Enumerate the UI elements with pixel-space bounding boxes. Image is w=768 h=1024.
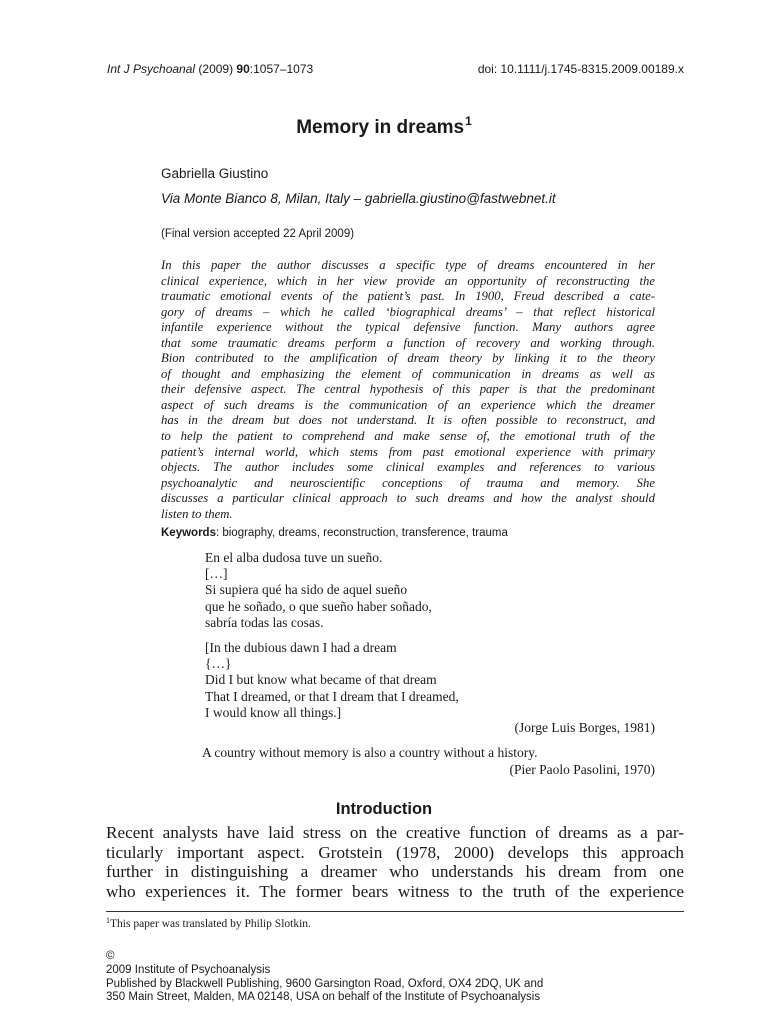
epigraph-spanish xyxy=(205,550,432,631)
journal-volume: 90 xyxy=(236,62,250,76)
article-title xyxy=(0,114,768,139)
footnote xyxy=(106,916,311,930)
title-text: Memory in dreams xyxy=(296,117,465,138)
abstract-line: In this paper the author discusses a specific type of dreams encountered in her xyxy=(161,258,655,272)
publisher-line: Published by Blackwell Publishing, 9600 Garsington Road, Oxford, OX4 2DQ, UK and xyxy=(106,977,544,990)
keywords xyxy=(161,527,508,539)
verse-line: […] xyxy=(205,566,228,582)
journal-name: Int J Psychoanal xyxy=(107,62,196,76)
epigraph-citation-pasolini: (Pier Paolo Pasolini, 1970) xyxy=(509,762,655,777)
verse-line: Did I but know what became of that dream xyxy=(205,672,437,688)
copyright-line xyxy=(106,950,543,978)
journal-pages: :1057–1073 xyxy=(249,62,314,76)
doi[interactable]: doi: 10.1111/j.1745-8315.2009.00189.x xyxy=(477,62,684,76)
body-line: Recent analysts have laid stress on the creative function of dreams as a par- xyxy=(106,823,684,842)
footnote-text: This paper was translated by Philip Slotkin. xyxy=(110,918,311,930)
abstract-line: listen to them. xyxy=(161,506,233,521)
author-affiliation: Via Monte Bianco 8, Milan, Italy – gabriella.giustino@fastwebnet.it xyxy=(161,191,556,206)
verse-line: sabría todas las cosas. xyxy=(205,614,324,630)
footnote-mark: 1 xyxy=(106,916,110,925)
body-line: further in distinguishing a dreamer who understands his dream from one xyxy=(106,862,684,881)
abstract-line: infantile experience without the typical defensive function. Many authors agree xyxy=(161,320,655,335)
abstract-line: that some traumatic dreams perform a function of recovery and working through. xyxy=(161,335,655,350)
abstract-line: aspect of such dreams is the communication of an experience which the dreamer xyxy=(161,397,655,412)
abstract-line: psychoanalytic and neuroscientific conceptions of trauma and memory. She xyxy=(161,475,655,490)
verse-line: That I dreamed, or that I dream that I dreamed, xyxy=(205,688,459,704)
journal-year: (2009) xyxy=(195,62,237,76)
accepted-date: (Final version accepted 22 April 2009) xyxy=(161,228,355,240)
body-line: ticularly important aspect. Grotstein (1978, 2000) develops this approach xyxy=(106,842,684,862)
verse-line: [In the dubious dawn I had a dream xyxy=(205,640,397,655)
abstract-line: clinical experience, which in her view provide an opportunity of reconstructing the xyxy=(161,273,655,288)
footnote-rule xyxy=(106,911,684,912)
body-paragraph xyxy=(106,823,684,901)
author-name: Gabriella Giustino xyxy=(161,166,269,181)
verse-line: I would know all things.] xyxy=(205,704,342,720)
abstract-line: objects. The author includes some clinical examples and references to various xyxy=(161,460,655,475)
publisher-address-line: 350 Main Street, Malden, MA 02148, USA on behalf of the Institute of Psychoanalysis xyxy=(106,991,541,1004)
section-heading-introduction: Introduction xyxy=(335,800,433,818)
abstract-line: has in the dream but does not understand. It is often possible to reconstruct, and xyxy=(161,413,655,428)
abstract-line: of thought and emphasizing the element of communication in dreams as well as xyxy=(161,366,655,381)
copyright-symbol: © xyxy=(106,950,115,962)
verse-line: {…} xyxy=(205,656,232,672)
abstract xyxy=(161,258,655,522)
abstract-line: discusses a particular clinical approach to such dreams and how the analyst should xyxy=(161,491,655,506)
verse-line: Si supiera qué ha sido de aquel sueño xyxy=(205,582,408,598)
copyright-holder: 2009 Institute of Psychoanalysis xyxy=(106,963,271,976)
abstract-line: patient’s internal world, which stems from past emotional experience with primary xyxy=(161,444,655,459)
abstract-line: their defensive aspect. The central hypothesis of this paper is that the predominant xyxy=(161,382,655,397)
epigraph-citation-borges: (Jorge Luis Borges, 1981) xyxy=(514,720,655,735)
keywords-list: : biography, dreams, reconstruction, transference, trauma xyxy=(215,527,508,539)
abstract-line: traumatic emotional events of the patient’s past. In 1900, Freud described a cate- xyxy=(161,289,655,304)
body-line: who experiences it. The former bears witness to the truth of the experience xyxy=(106,881,684,901)
epigraph-pasolini: A country without memory is also a country without a history. xyxy=(202,745,538,760)
keywords-label: Keywords xyxy=(161,527,216,539)
journal-citation xyxy=(107,62,313,76)
title-footnote-mark[interactable]: 1 xyxy=(465,114,472,128)
verse-line: que he soñado, o que sueño haber soñado, xyxy=(205,598,432,614)
epigraph-english xyxy=(205,640,459,721)
abstract-line: to help the patient to comprehend and make sense of, the emotional truth of the xyxy=(161,429,655,444)
abstract-line: Bion contributed to the amplification of dream theory by linking it to the theory xyxy=(161,351,655,366)
copyright-block xyxy=(106,950,543,1005)
abstract-line: gory of dreams – which he called ‘biographical dreams’ – that reflect historical xyxy=(161,304,655,319)
verse-line: En el alba dudosa tuve un sueño. xyxy=(205,550,383,565)
